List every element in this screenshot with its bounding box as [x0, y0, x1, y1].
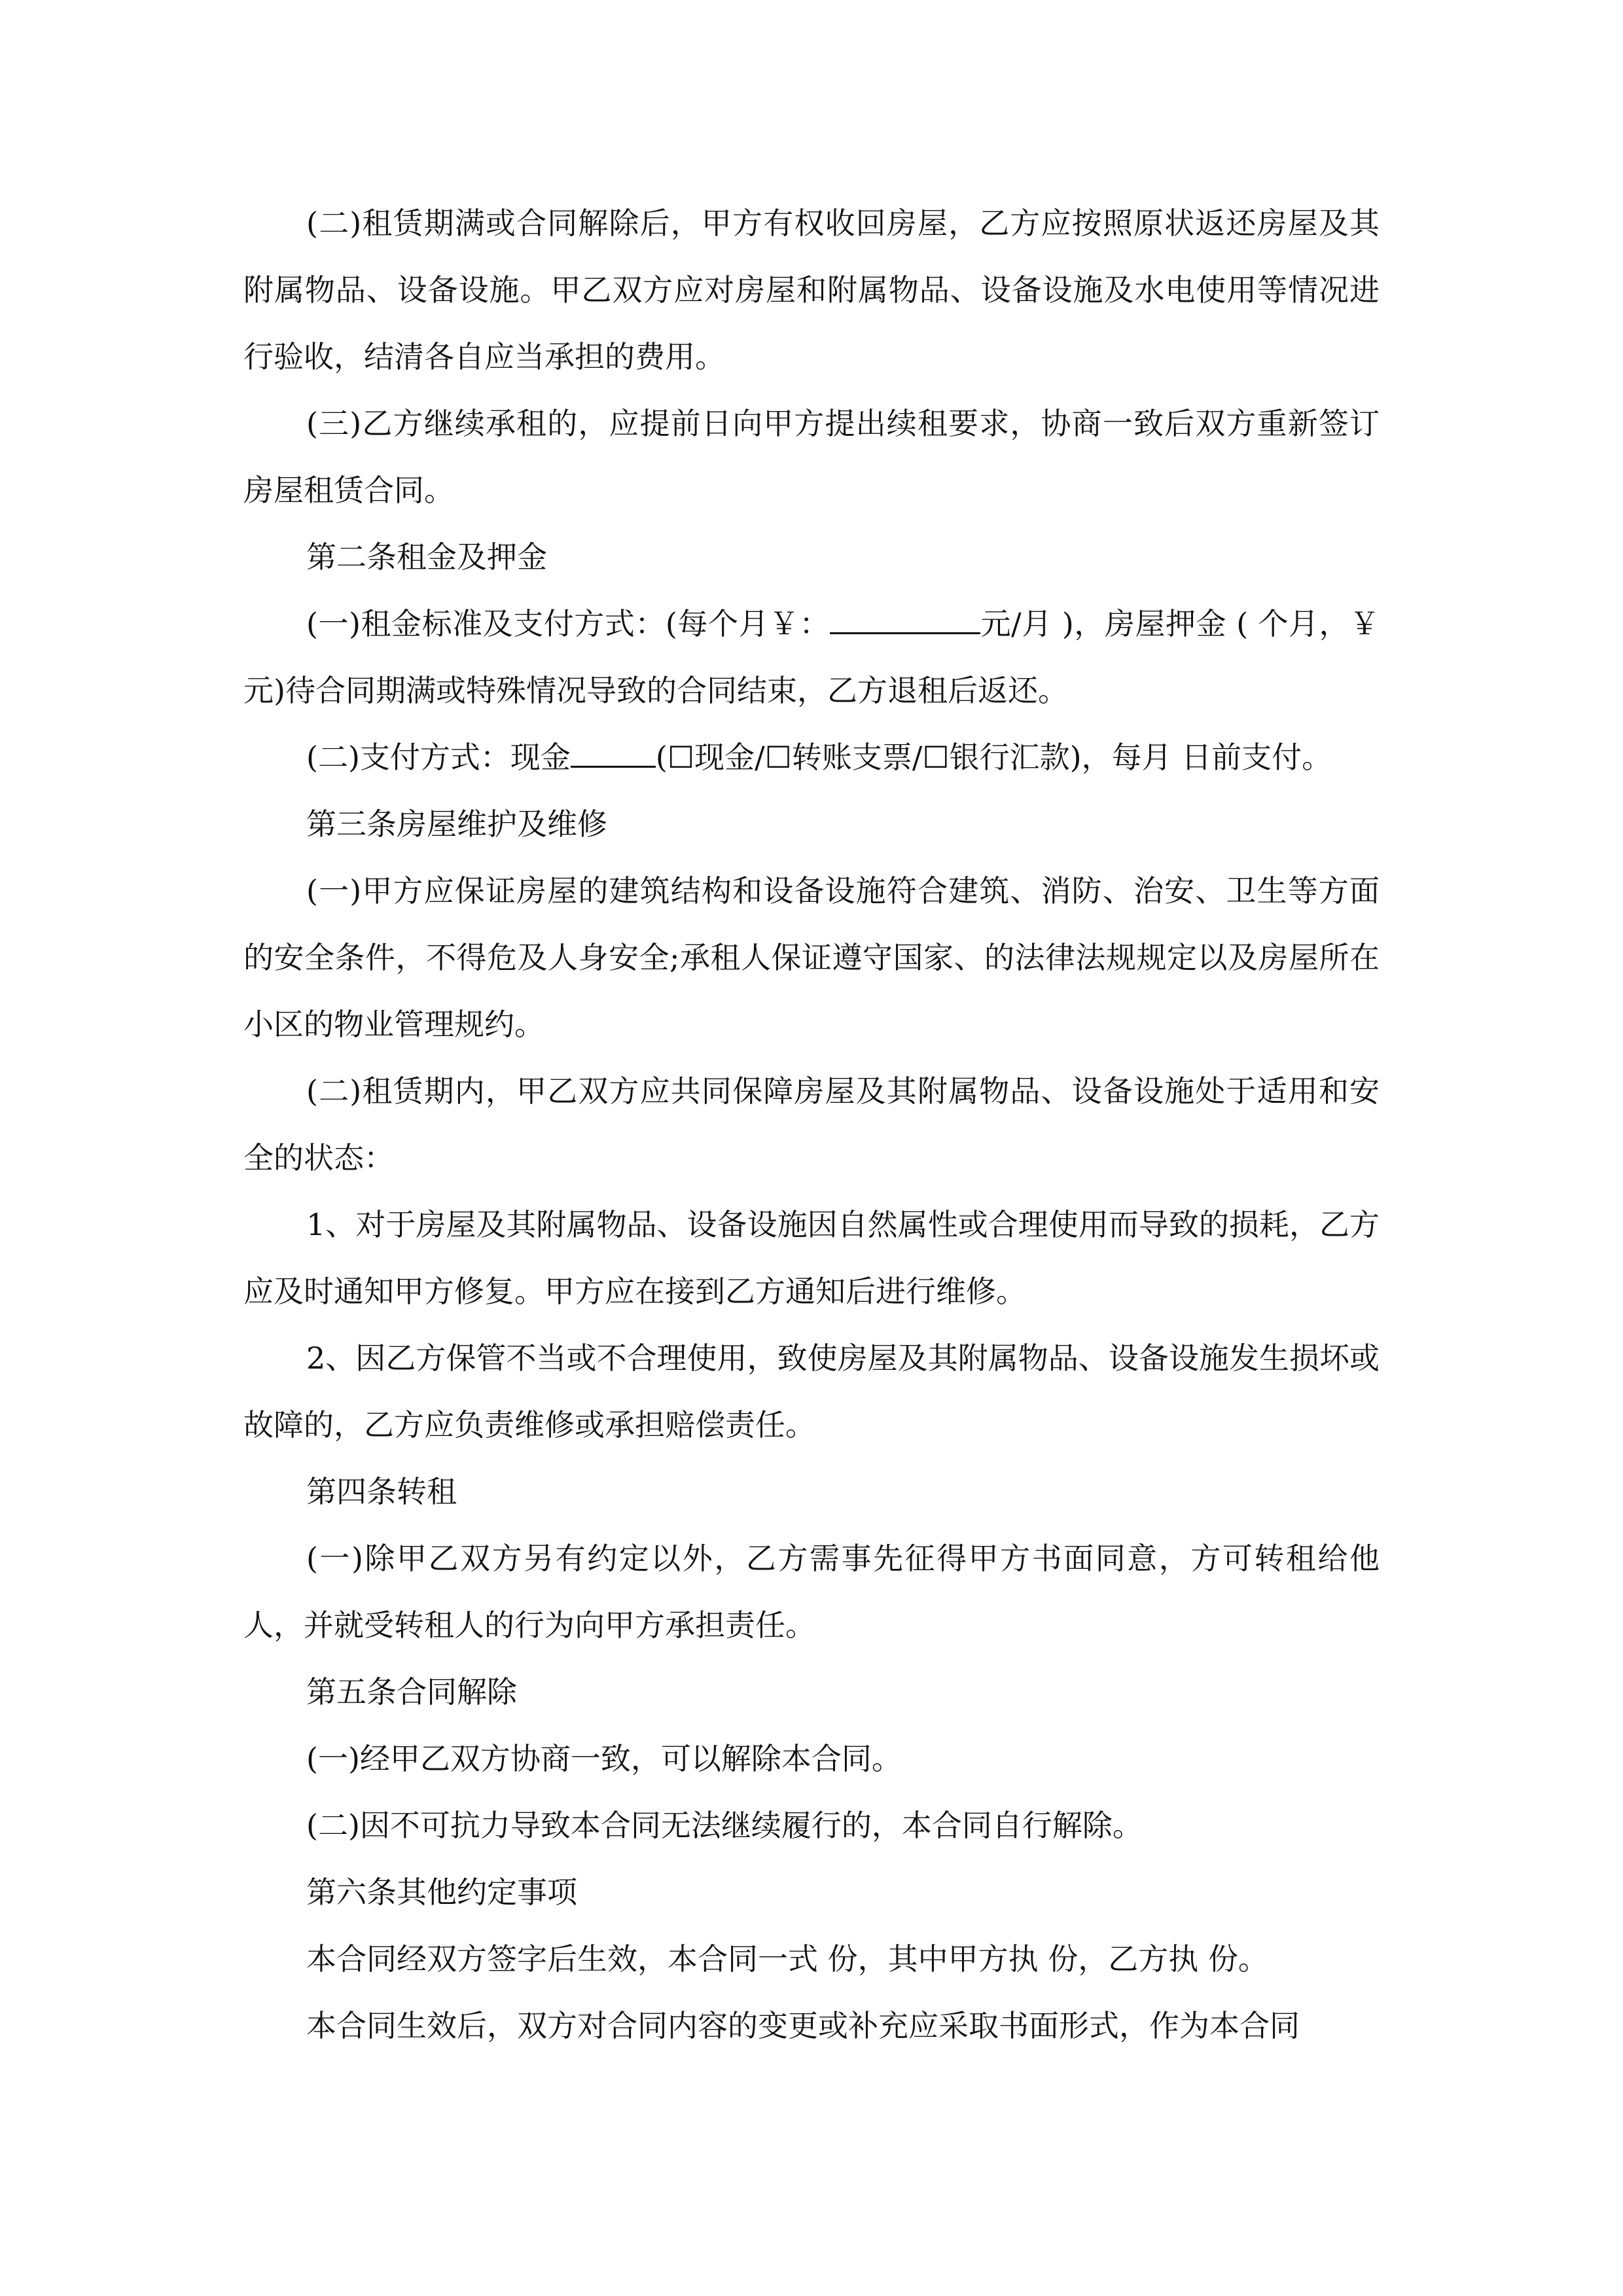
clause-paragraph: 本合同生效后，双方对合同内容的变更或补充应采取书面形式，作为本合同 [306, 2008, 1300, 2043]
clause-paragraph: (一)除甲乙双方另有约定以外，乙方需事先征得甲方书面同意，方可转租给他人，并就受转租人的行为向甲方承担责任。 [243, 1541, 1380, 1643]
cash-blank [571, 740, 656, 768]
clause-paragraph: (三)乙方继续承租的，应提前日向甲方提出续租要求，协商一致后双方重新签订房屋租赁合同。 [243, 406, 1380, 508]
article-heading: 第四条转租 [306, 1474, 457, 1509]
rent-text-end: 元/月 )，房屋押金 ( 个月，￥ 元)待合同期满或特殊情况导致的合同结束，乙方退租后返还。 [243, 606, 1380, 708]
rent-amount-blank [830, 606, 980, 634]
payment-text-end: (☐现金/☐转账支票/☐银行汇款)，每月 日前支付。 [655, 740, 1332, 775]
clause-paragraph: (二)租赁期内，甲乙双方应共同保障房屋及其附属物品、设备设施处于适用和安全的状态： [243, 1073, 1380, 1175]
document-page [243, 190, 1380, 2059]
payment-text-start: (二)支付方式：现金 [306, 740, 571, 775]
clause-paragraph: 2、因乙方保管不当或不合理使用，致使房屋及其附属物品、设备设施发生损坏或故障的，乙方应负责维修或承担赔偿责任。 [243, 1340, 1380, 1443]
clause-paragraph: 1、对于房屋及其附属物品、设备设施因自然属性或合理使用而导致的损耗，乙方应及时通知甲方修复。甲方应在接到乙方通知后进行维修。 [243, 1207, 1380, 1309]
clause-paragraph: (一)甲方应保证房屋的建筑结构和设备设施符合建筑、消防、治安、卫生等方面的安全条件，不得危及人身安全;承租人保证遵守国家、的法律法规规定以及房屋所在小区的物业管理规约。 [243, 873, 1380, 1042]
clause-paragraph: (二)因不可抗力导致本合同无法继续履行的，本合同自行解除。 [306, 1808, 1143, 1843]
article-heading: 第六条其他约定事项 [306, 1874, 577, 1910]
article-heading: 第二条租金及押金 [306, 539, 547, 575]
clause-paragraph: 本合同经双方签字后生效，本合同一式 份，其中甲方执 份，乙方执 份。 [306, 1941, 1268, 1977]
payment-paragraph [243, 724, 1380, 791]
article-heading: 第三条房屋维护及维修 [306, 806, 607, 842]
clause-paragraph: (二)租赁期满或合同解除后，甲方有权收回房屋，乙方应按照原状返还房屋及其附属物品、设备设施。甲乙双方应对房屋和附属物品、设备设施及水电使用等情况进行验收，结清各自应当承担的费用。 [243, 206, 1380, 374]
article-heading: 第五条合同解除 [306, 1674, 517, 1710]
rent-text-start: (一)租金标准及支付方式：(每个月￥： [306, 606, 830, 641]
clause-paragraph: (一)经甲乙双方协商一致，可以解除本合同。 [306, 1741, 902, 1776]
rent-paragraph [243, 590, 1380, 724]
